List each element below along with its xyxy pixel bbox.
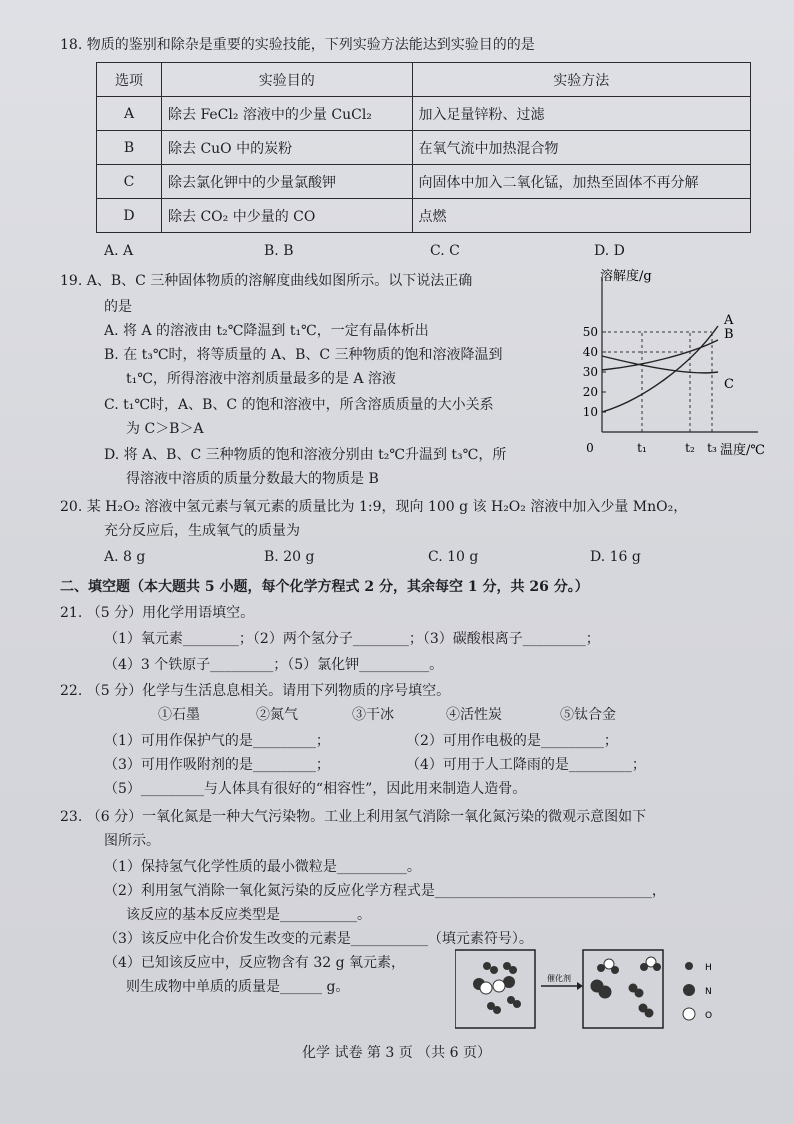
q22-title: 22. （5 分）化学与生活息息相关。请用下列物质的序号填空。 xyxy=(60,683,451,699)
q19-line: 为 C＞B＞A xyxy=(126,421,204,437)
q19-line: 得溶液中溶质的质量分数最大的物质是 B xyxy=(126,471,379,487)
cell: 点燃 xyxy=(412,199,750,233)
q23-blank[interactable]: （3）该反应中化合价发生改变的元素是___________（填元素符号）。 xyxy=(104,931,533,947)
y-tick-label: 20 xyxy=(582,385,598,399)
q22-blank[interactable]: （3）可用作吸附剂的是_________； xyxy=(104,757,330,773)
q20-choice-d[interactable]: D. 16 g xyxy=(590,549,641,565)
legend-h: H xyxy=(705,963,712,973)
series-label-c: C xyxy=(724,377,734,392)
series-line-c xyxy=(602,356,718,373)
cell: 加入足量锌粉、过滤 xyxy=(412,97,750,131)
q20-choice-b[interactable]: B. 20 g xyxy=(264,549,315,565)
cell: D xyxy=(97,199,162,233)
series-label-a: A xyxy=(724,313,734,328)
section-2-title: 二、填空题（本大题共 5 小题，每个化学方程式 2 分，其余每空 1 分，共 26 分。） xyxy=(60,579,589,595)
cell: 除去 CO₂ 中少量的 CO xyxy=(162,199,413,233)
q22-item: ③干冰 xyxy=(352,707,394,723)
cell: 除去 FeCl₂ 溶液中的少量 CuCl₂ xyxy=(162,97,413,131)
q23-blank[interactable]: （1）保持氢气化学性质的最小微粒是__________。 xyxy=(104,859,421,875)
q21-line[interactable]: （1）氧元素________；（2）两个氢分子________；（3）碳酸根离子_________； xyxy=(104,631,600,647)
q18-choice-b[interactable]: B. B xyxy=(264,243,294,259)
series-label-b: B xyxy=(724,327,734,342)
q22-item: ⑤钛合金 xyxy=(560,707,616,723)
y-tick-label: 30 xyxy=(582,365,598,379)
q23-line: 图所示。 xyxy=(104,833,160,849)
q19-option-c[interactable]: C. t₁℃时，A、B、C 的饱和溶液中，所含溶质质量的大小关系 xyxy=(104,397,494,413)
cell: A xyxy=(97,97,162,131)
x-tick-label: t₃ xyxy=(707,441,717,455)
q23-blank[interactable]: （2）利用氢气消除一氧化氮污染的反应化学方程式是_______________________________， xyxy=(104,883,666,899)
q23-line: （4）已知该反应中，反应物含有 32 g 氧元素， xyxy=(104,955,406,971)
q22-blank[interactable]: （1）可用作保护气的是_________； xyxy=(104,733,330,749)
molecular-diagram xyxy=(455,948,745,1034)
header-method: 实验方法 xyxy=(412,63,750,97)
q20-line: 充分反应后，生成氧气的质量为 xyxy=(104,523,300,539)
q22-blank[interactable]: （4）可用于人工降雨的是_________； xyxy=(406,757,646,773)
table-row xyxy=(97,199,751,233)
x-tick-label: 0 xyxy=(586,441,594,455)
q20-line: 20. 某 H₂O₂ 溶液中氢元素与氧元素的质量比为 1:9，现向 100 g 该 H₂O₂ 溶液中加入少量 MnO₂， xyxy=(60,499,688,515)
q22-item: ④活性炭 xyxy=(446,707,502,723)
cell: 除去氯化钾中的少量氯酸钾 xyxy=(162,165,413,199)
cell: C xyxy=(97,165,162,199)
q21-line[interactable]: （4）3 个铁原子_________；（5）氯化钾__________。 xyxy=(104,657,444,673)
y-tick-label: 50 xyxy=(582,325,598,339)
q19-option-b[interactable]: B. 在 t₃℃时，将等质量的 A、B、C 三种物质的饱和溶液降温到 xyxy=(104,347,503,363)
header-purpose: 实验目的 xyxy=(162,63,413,97)
cell: 在氧气流中加热混合物 xyxy=(412,131,750,165)
q23-line: 23. （6 分）一氧化氮是一种大气污染物。工业上利用氢气消除一氧化氮污染的微观示意图如下 xyxy=(60,809,647,825)
q18-choice-d[interactable]: D. D xyxy=(594,243,625,259)
solubility-chart xyxy=(568,266,778,466)
y-tick-label: 10 xyxy=(582,405,598,419)
q18-stem: 18. 物质的鉴别和除杂是重要的实验技能，下列实验方法能达到实验目的的是 xyxy=(60,37,535,53)
table-row xyxy=(97,97,751,131)
y-axis-label: 溶解度/g xyxy=(600,269,652,284)
q19-line: t₁℃，所得溶液中溶剂质量最多的是 A 溶液 xyxy=(126,371,396,387)
q18-options-table xyxy=(96,62,751,233)
cell: 向固体中加入二氧化锰，加热至固体不再分解 xyxy=(412,165,750,199)
header-option: 选项 xyxy=(97,63,162,97)
q23-blank[interactable]: 该反应的基本反应类型是___________。 xyxy=(126,907,371,923)
cell: 除去 CuO 中的炭粉 xyxy=(162,131,413,165)
table-row xyxy=(97,165,751,199)
series-line-b xyxy=(602,340,718,370)
x-axis-label: 温度/℃ xyxy=(720,443,765,458)
table-header-row xyxy=(97,63,751,97)
q18-choice-c[interactable]: C. C xyxy=(430,243,460,259)
q22-item: ②氮气 xyxy=(256,707,298,723)
q20-choice-a[interactable]: A. 8 g xyxy=(104,549,146,565)
q19-line: 19. A、B、C 三种固体物质的溶解度曲线如图所示。以下说法正确 xyxy=(60,273,473,289)
q22-blank[interactable]: （2）可用作电极的是_________； xyxy=(406,733,618,749)
x-tick-label: t₁ xyxy=(637,441,647,455)
y-tick-label: 40 xyxy=(582,345,598,359)
q23-blank[interactable]: 则生成物中单质的质量是______ g。 xyxy=(126,979,350,995)
table-row xyxy=(97,131,751,165)
q19-option-d[interactable]: D. 将 A、B、C 三种物质的饱和溶液分别由 t₂℃升温到 t₃℃，所 xyxy=(104,447,507,463)
q22-blank[interactable]: （5）_________与人体具有很好的“相容性”，因此用来制造人造骨。 xyxy=(104,781,527,797)
q22-item: ①石墨 xyxy=(158,707,200,723)
x-tick-label: t₂ xyxy=(685,441,695,455)
legend-n: N xyxy=(705,987,712,997)
q19-option-a[interactable]: A. 将 A 的溶液由 t₂℃降温到 t₁℃，一定有晶体析出 xyxy=(104,323,429,339)
q20-choice-c[interactable]: C. 10 g xyxy=(428,549,479,565)
q21-title: 21. （5 分）用化学用语填空。 xyxy=(60,605,255,621)
q18-choice-a[interactable]: A. A xyxy=(104,243,134,259)
legend-o: O xyxy=(705,1011,713,1021)
q19-line: 的是 xyxy=(104,299,132,315)
catalyst-label: 催化剂 xyxy=(547,974,571,983)
page-footer: 化学 试卷 第 3 页 （共 6 页） xyxy=(302,1045,491,1061)
cell: B xyxy=(97,131,162,165)
